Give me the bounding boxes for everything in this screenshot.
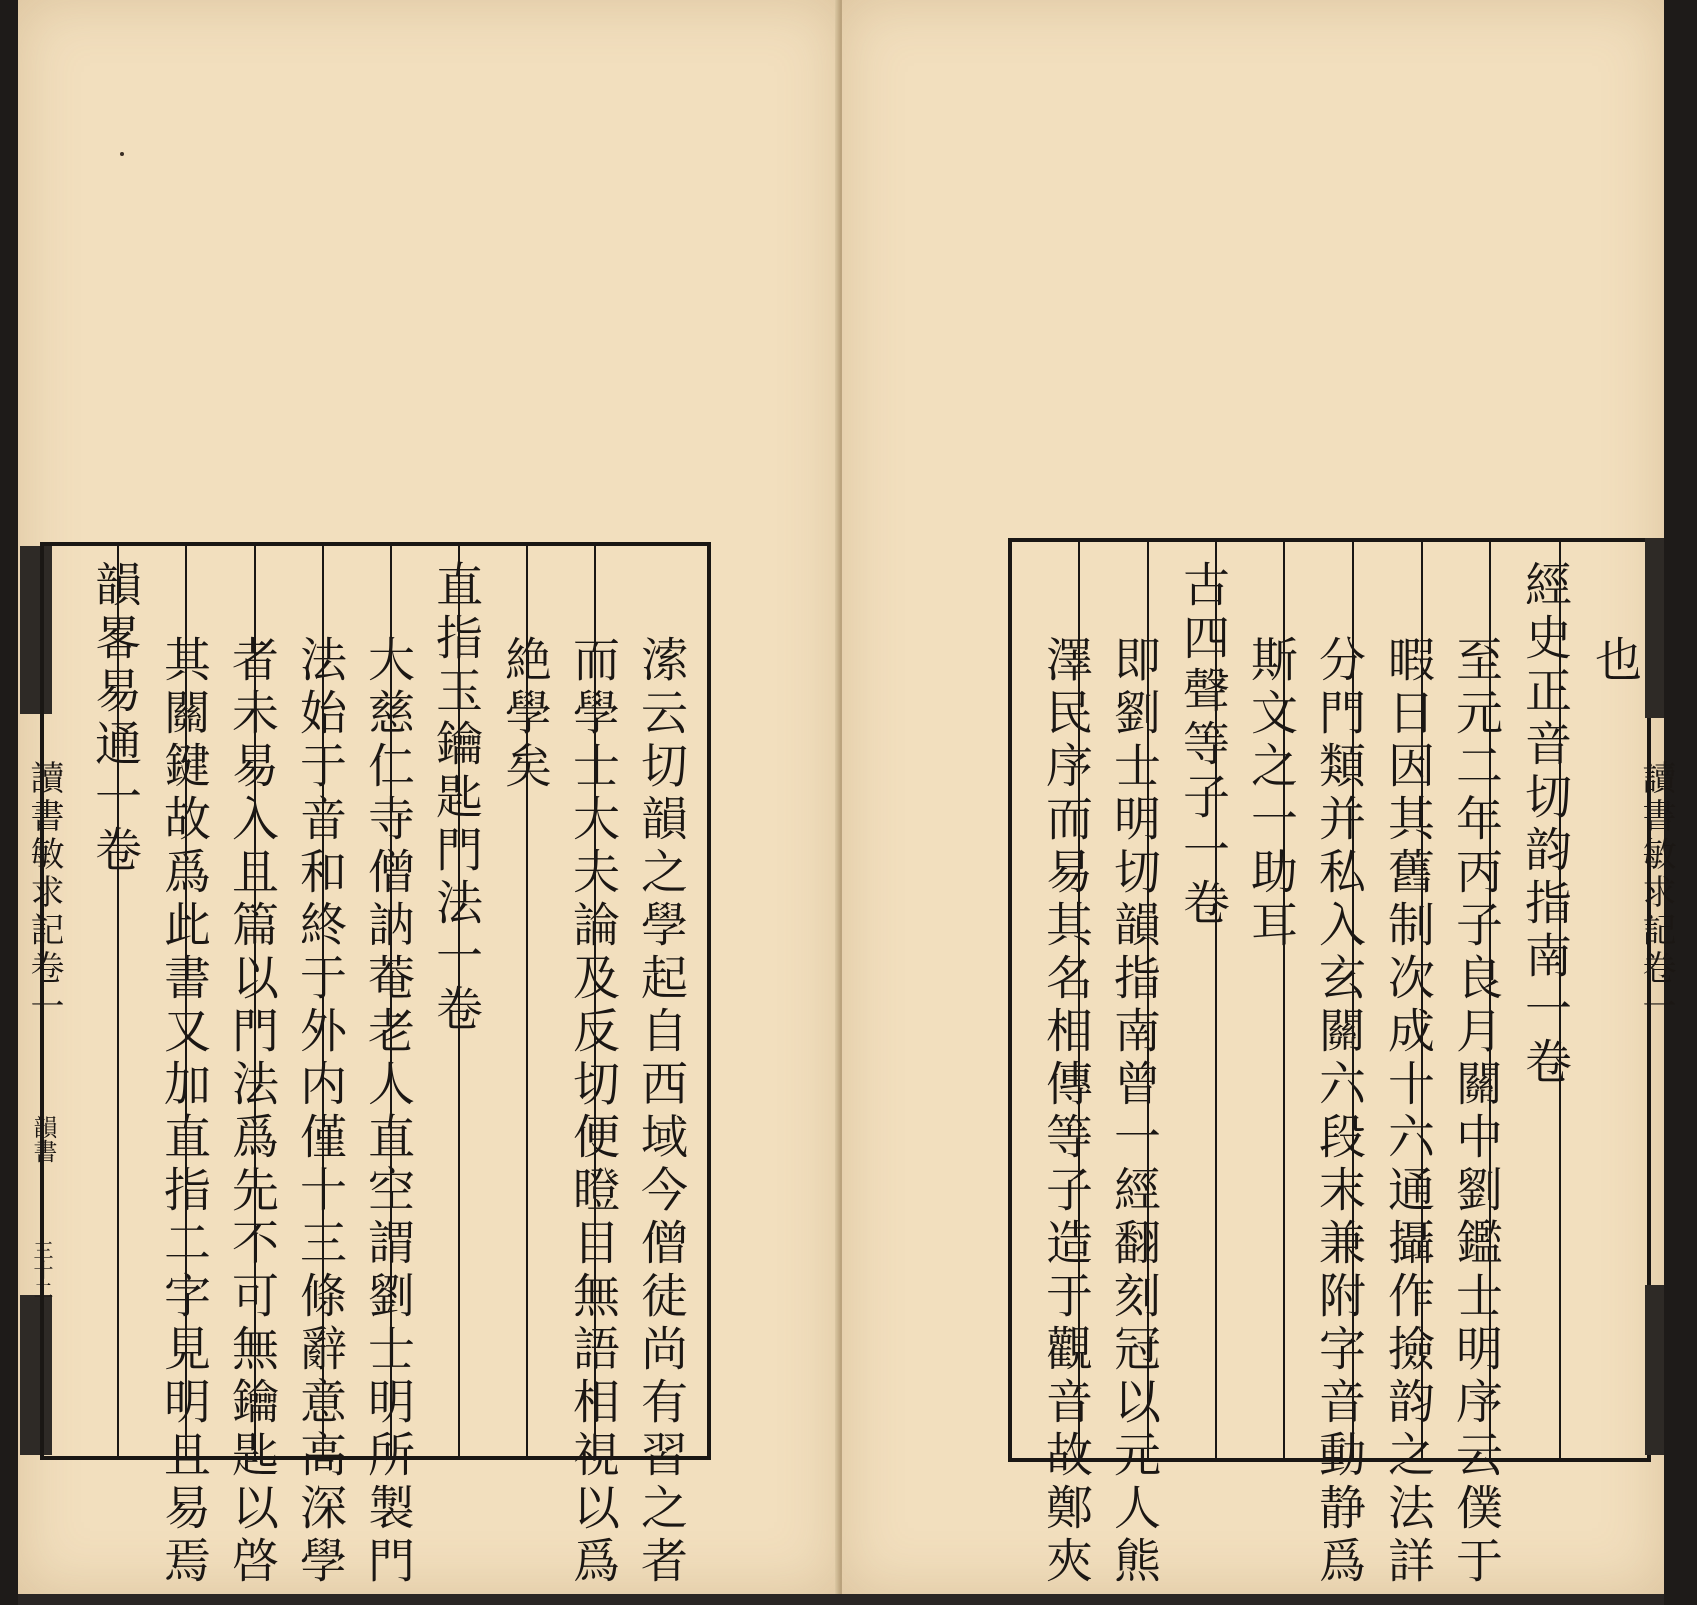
right-column-8: 即劉士明切韻指南曾一經翻刻冠以元人熊 bbox=[1106, 635, 1161, 1589]
margin-fishtail-bottom-right bbox=[1645, 1285, 1664, 1455]
margin-title-right: 讀書敏求記卷一 bbox=[1636, 760, 1676, 1026]
left-column-9: 韻畧易通一卷 bbox=[87, 560, 142, 878]
left-column-7: 者未易入且篇以門法爲先不可無鑰匙以啓 bbox=[224, 635, 279, 1589]
right-column-5: 分門類并私入玄關六段末兼附字音動静爲 bbox=[1311, 635, 1366, 1589]
right-column-6: 斯文之一助耳 bbox=[1243, 635, 1298, 953]
right-column-9: 澤民序而易其名相傳等子造于觀音故鄭夾 bbox=[1038, 635, 1093, 1589]
margin-page-number: 三十二 bbox=[30, 1240, 54, 1300]
left-column-5: 大慈仁寺僧訥菴老人直空謂劉士明所製門 bbox=[360, 635, 415, 1589]
margin-section: 韻書 bbox=[29, 1115, 57, 1163]
right-column-1: 也 bbox=[1587, 635, 1642, 688]
scan-edge-left bbox=[0, 0, 18, 1605]
margin-title: 讀書敏求記卷一 bbox=[24, 760, 64, 1026]
right-column-2: 經史正音切韵指南一卷 bbox=[1517, 560, 1572, 1090]
left-column-2: 而學士大夫論及反切便瞪目無語相視以爲 bbox=[565, 635, 620, 1589]
left-column-1: 溹云切韻之學起自西域今僧徒尚有習之者 bbox=[633, 635, 688, 1589]
left-column-4: 直指玉鑰匙門法一卷 bbox=[428, 560, 483, 1037]
left-column-6: 法始于音和終于外内僅十三條辭意高深學 bbox=[292, 635, 347, 1589]
right-column-4: 暇日因其舊制次成十六通攝作撿韵之法詳 bbox=[1380, 635, 1435, 1589]
right-column-3: 至元二年丙子良月關中劉鑑士明序云僕于 bbox=[1448, 635, 1503, 1589]
left-column-3: 絶學矣 bbox=[497, 635, 552, 794]
margin-fishtail-top-right bbox=[1645, 538, 1664, 718]
right-column-7: 古四聲等子一卷 bbox=[1175, 560, 1230, 931]
right-page bbox=[842, 0, 1676, 1594]
left-column-8: 其關鍵故爲此書又加直指二字見明且易焉 bbox=[156, 635, 211, 1589]
left-page bbox=[18, 0, 841, 1594]
